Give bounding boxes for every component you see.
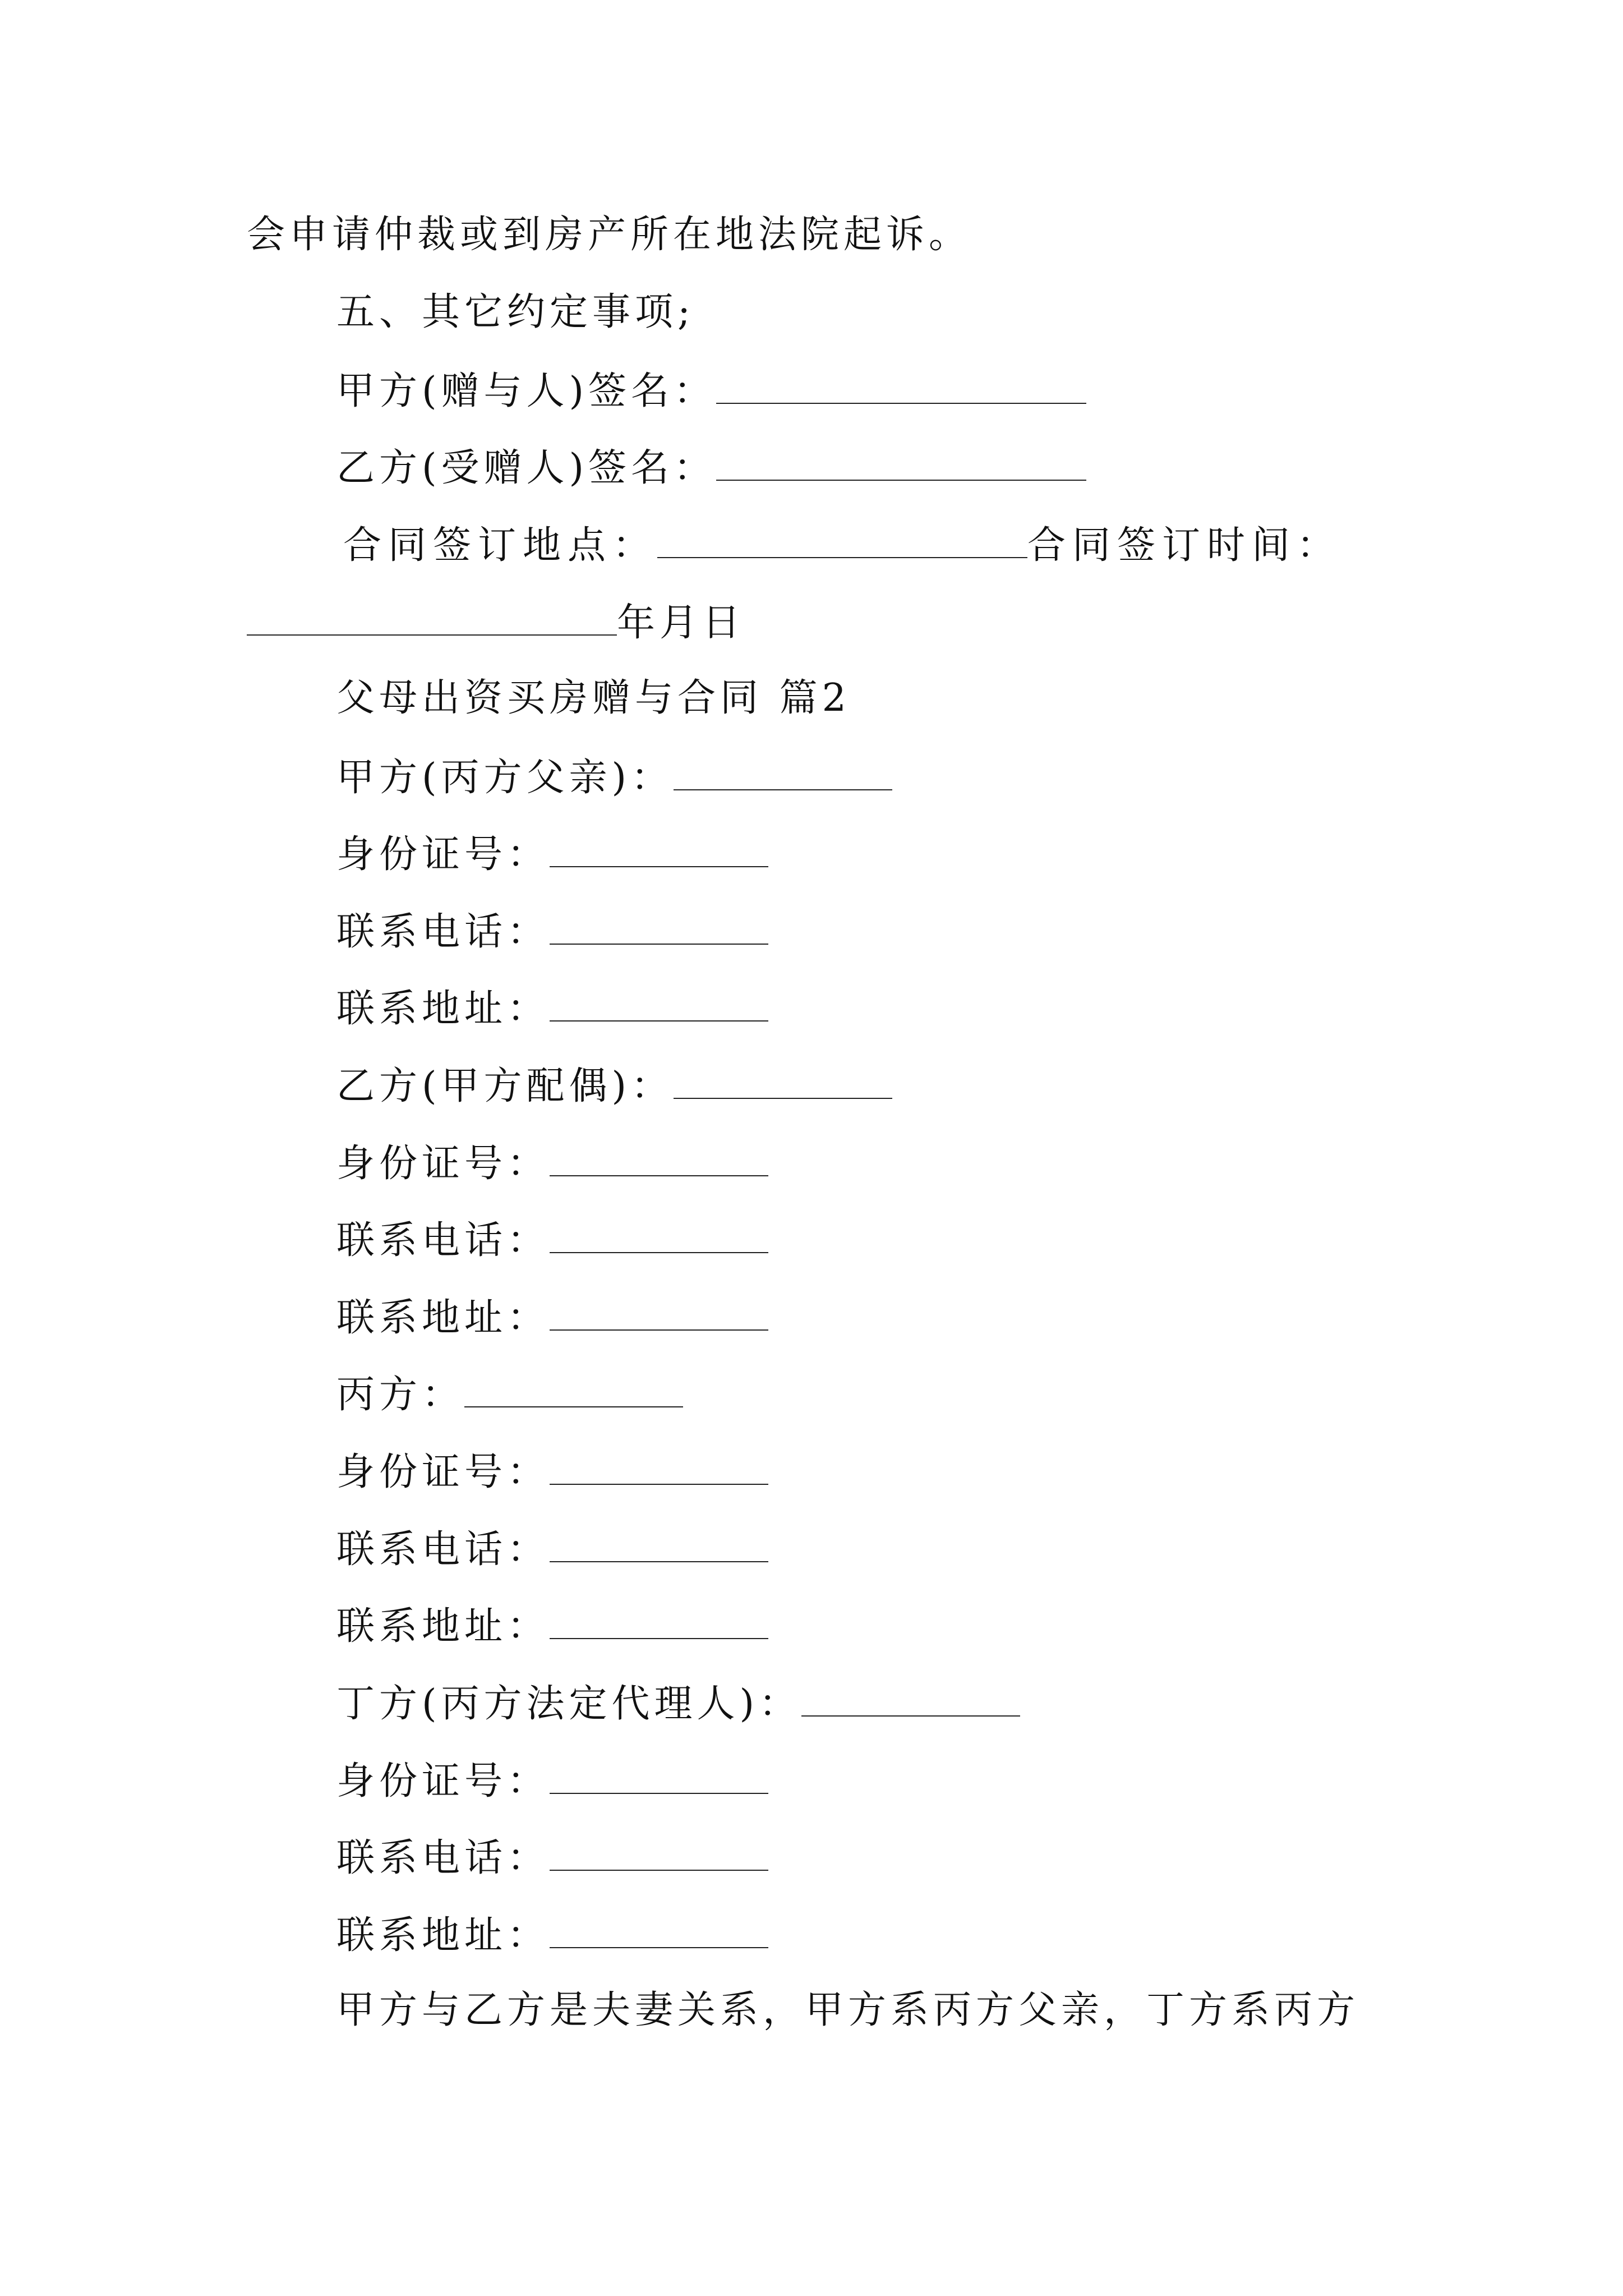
phone-blank[interactable] bbox=[550, 911, 768, 945]
party-b-blank[interactable] bbox=[674, 1065, 892, 1099]
address-label: 联系地址： bbox=[336, 987, 550, 1031]
address-blank[interactable] bbox=[550, 988, 768, 1022]
party-c-id-row bbox=[336, 1451, 768, 1492]
phone-label: 联系电话： bbox=[336, 1218, 550, 1263]
date-suffix: 年月日 bbox=[617, 601, 745, 645]
address-label: 联系地址： bbox=[336, 1296, 550, 1340]
party-b-address-row bbox=[336, 1296, 768, 1340]
party-a-blank[interactable] bbox=[674, 757, 892, 790]
party-d-id-row bbox=[336, 1760, 768, 1801]
party-c-phone-row bbox=[336, 1527, 768, 1572]
party-c-label: 丙方： bbox=[336, 1373, 465, 1417]
party-a-phone-row bbox=[336, 910, 768, 954]
id-number-blank[interactable] bbox=[550, 1143, 768, 1176]
paragraph-text: 甲方与乙方是夫妻关系，甲方系丙方父亲，丁方系丙方 bbox=[336, 1988, 1360, 2032]
address-blank[interactable] bbox=[550, 1605, 768, 1639]
paragraph-relationship bbox=[336, 1988, 1360, 2032]
phone-blank[interactable] bbox=[550, 1220, 768, 1253]
party-a-address-row bbox=[336, 987, 768, 1031]
id-number-label: 身份证号： bbox=[336, 1142, 550, 1186]
address-blank[interactable] bbox=[550, 1915, 768, 1948]
party-d-row bbox=[336, 1682, 1020, 1726]
section-other-matters bbox=[336, 290, 695, 334]
id-number-label: 身份证号： bbox=[336, 1450, 550, 1494]
party-b-label: 乙方(甲方配偶)： bbox=[336, 1064, 674, 1108]
party-d-blank[interactable] bbox=[801, 1683, 1020, 1717]
phone-label: 联系电话： bbox=[336, 1527, 550, 1572]
party-d-phone-row bbox=[336, 1837, 768, 1878]
id-number-blank[interactable] bbox=[550, 1760, 768, 1794]
phone-blank[interactable] bbox=[550, 1529, 768, 1562]
donee-signature-label: 乙方(受赠人)签名： bbox=[336, 446, 717, 490]
party-d-address-row bbox=[336, 1913, 768, 1958]
contract-time-label: 合同签订时间： bbox=[1027, 523, 1342, 568]
phone-label: 联系电话： bbox=[336, 1836, 550, 1880]
address-label: 联系地址： bbox=[336, 1604, 550, 1649]
party-c-row bbox=[336, 1373, 683, 1417]
party-a-label: 甲方(丙方父亲)： bbox=[336, 756, 674, 800]
contract-place-label: 合同签订地点： bbox=[343, 523, 658, 568]
address-blank[interactable] bbox=[550, 1297, 768, 1331]
contract-part2-title bbox=[336, 676, 851, 720]
section-heading: 五、其它约定事项; bbox=[336, 290, 695, 334]
party-b-row bbox=[336, 1065, 892, 1106]
party-c-address-row bbox=[336, 1604, 768, 1649]
part2-title-text: 父母出资买房赠与合同 篇2 bbox=[336, 676, 851, 720]
donee-signature-row bbox=[336, 446, 1086, 490]
id-number-blank[interactable] bbox=[550, 1451, 768, 1485]
phone-label: 联系电话： bbox=[336, 910, 550, 954]
party-a-row bbox=[336, 756, 892, 800]
contract-place-time-row bbox=[343, 523, 1342, 568]
donor-signature-blank[interactable] bbox=[716, 370, 1086, 404]
id-number-label: 身份证号： bbox=[336, 1759, 550, 1803]
donee-signature-blank[interactable] bbox=[716, 447, 1086, 481]
donor-signature-row bbox=[336, 370, 1086, 411]
contract-place-blank[interactable] bbox=[657, 524, 1027, 558]
party-c-blank[interactable] bbox=[464, 1374, 683, 1407]
phone-blank[interactable] bbox=[550, 1837, 768, 1871]
contract-date-row bbox=[247, 601, 745, 645]
paragraph-arbitration bbox=[247, 213, 972, 257]
paragraph-text: 会申请仲裁或到房产所在地法院起诉。 bbox=[247, 213, 972, 257]
party-b-id-row bbox=[336, 1142, 768, 1186]
party-d-label: 丁方(丙方法定代理人)： bbox=[336, 1682, 802, 1726]
donor-signature-label: 甲方(赠与人)签名： bbox=[336, 369, 717, 413]
party-a-id-row bbox=[336, 832, 768, 877]
id-number-blank[interactable] bbox=[550, 834, 768, 867]
party-b-phone-row bbox=[336, 1218, 768, 1263]
id-number-label: 身份证号： bbox=[336, 832, 550, 877]
contract-time-blank[interactable] bbox=[247, 602, 617, 636]
address-label: 联系地址： bbox=[336, 1913, 550, 1958]
